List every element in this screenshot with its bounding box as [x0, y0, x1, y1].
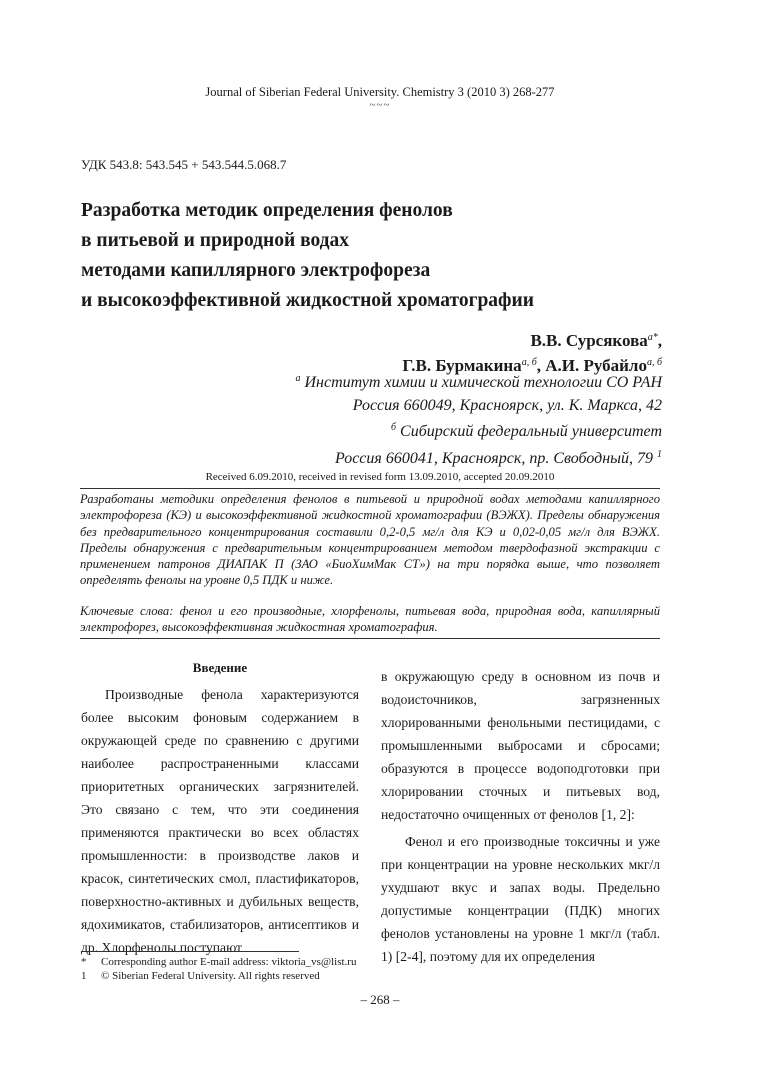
author-sep: ,: [536, 356, 546, 375]
right-column: [381, 665, 660, 968]
section-heading: Введение: [192, 660, 248, 675]
received-dates: Received 6.09.2010, received in revised form 13.09.2010, accepted 20.09.2010: [205, 471, 555, 483]
paragraph: Производные фенола характеризуются более высоким фоновым содержанием в окружающей среде по сравнению с другими наиболее распространенными классами приоритетных органических загрязнителей. Это связано с тем, что эти соединения применяются практически во всех областях промышленности: в производстве лаков и красок, синтетических смол, пластификаторов, поверхностно-активных и дубильных веществ, ядохимикатов, стабилизаторов, антисептиков и др. Хлорфенолы поступают: [81, 687, 359, 955]
affiliation-a-address: Россия 660049, Красноярск, ул. К. Маркса, 42: [352, 396, 662, 414]
title-line: и высокоэффективной жидкостной хроматографии: [81, 290, 535, 311]
author-name: А.И. Рубайло: [545, 356, 647, 375]
affil-text: Сибирский федеральный университет: [396, 423, 662, 440]
page-number: – 268 –: [360, 992, 400, 1007]
affiliation-b-address: [295, 444, 662, 471]
author-sup: а, б: [646, 357, 662, 368]
title-line: Разработка методик определения фенолов: [81, 200, 453, 221]
left-column: [81, 683, 359, 959]
paragraph: в окружающую среду в основном из почв и водоисточников, загрязненных хлорированными фенольными пестицидами, с промышленными выбросами и сбросами; образуются в процессе водоподготовки при хлорировании сточных и питьевых вод, недостаточно очищенных от фенолов [1, 2]:: [381, 669, 660, 822]
title-line: методами капиллярного электрофореза: [81, 260, 431, 281]
footnote: [81, 955, 356, 969]
udc-code: УДК 543.8: 543.545 + 543.544.5.068.7: [81, 157, 287, 172]
footnote: [81, 969, 320, 983]
affil-mark: б: [390, 422, 397, 433]
affiliations: [295, 368, 662, 470]
article-title: [81, 196, 681, 316]
paragraph: Фенол и его производные токсичны и уже при концентрации на уровне нескольких мкг/л ухудшают вкус и запах воды. Предельно допустимые концентрации (ПДК) многих фенолов установлены на уровне 1 мкг/л (табл. 1) [2-4], поэтому для их определения: [381, 834, 660, 964]
abstract: Разработаны методики определения фенолов в питьевой и природной водах методами капиллярного электрофореза (КЭ) и высокоэффективной жидкостной хроматографии (ВЭЖХ). Пределы обнаружения без предварительного концентрирования составили 0,2-0,5 мг/л для КЭ и 0,02-0,05 мг/л для ВЭЖХ. Пределы обнаружения с предварительным концентрированием методом твердофазной экстракции с применением патронов ДИАПАК П (ЗАО «БиоХимМак СТ») на три порядка выше, что позволяет определять фенолы на уровне 0,5 ПДК и ниже.: [80, 492, 660, 588]
abstract-bottom-rule: [80, 638, 660, 639]
author-name: В.В. Сурсякова: [530, 331, 648, 350]
abstract-top-rule: [80, 488, 660, 489]
keywords: Ключевые слова: фенол и его производные, хлорфенолы, питьевая вода, природная вода, капиллярный электрофорез, высокоэффективная жидкостная хроматография.: [80, 604, 660, 635]
author-sep: ,: [657, 331, 662, 350]
footnote-rule: [81, 951, 299, 952]
journal-header: Journal of Siberian Federal University. Chemistry 3 (2010 3) 268-277: [205, 85, 555, 99]
author-line-1: [402, 327, 662, 352]
footnote-mark: 1: [81, 970, 87, 982]
header-ornament: ~~~: [369, 99, 391, 111]
footnote-text: Corresponding author E-mail address: viktoria_vs@list.ru: [101, 956, 357, 968]
affil-mark: а: [295, 373, 301, 384]
affil-text: Институт химии и химической технологии СО РАН: [300, 374, 662, 391]
affil-text: Россия 660041, Красноярск, пр. Свободный, 79: [335, 449, 653, 467]
author-sup: а*: [647, 332, 658, 343]
footnote-text: © Siberian Federal University. All rights reserved: [101, 970, 320, 982]
affiliation-a-name: [295, 368, 662, 395]
author-sup: а, б: [521, 357, 537, 368]
author-name: Г.В. Бурмакина: [402, 356, 522, 375]
affil-mark: 1: [657, 448, 662, 460]
affiliation-b-name: [295, 417, 662, 444]
title-line: в питьевой и природной водах: [81, 230, 350, 251]
footnote-mark: *: [81, 956, 87, 968]
